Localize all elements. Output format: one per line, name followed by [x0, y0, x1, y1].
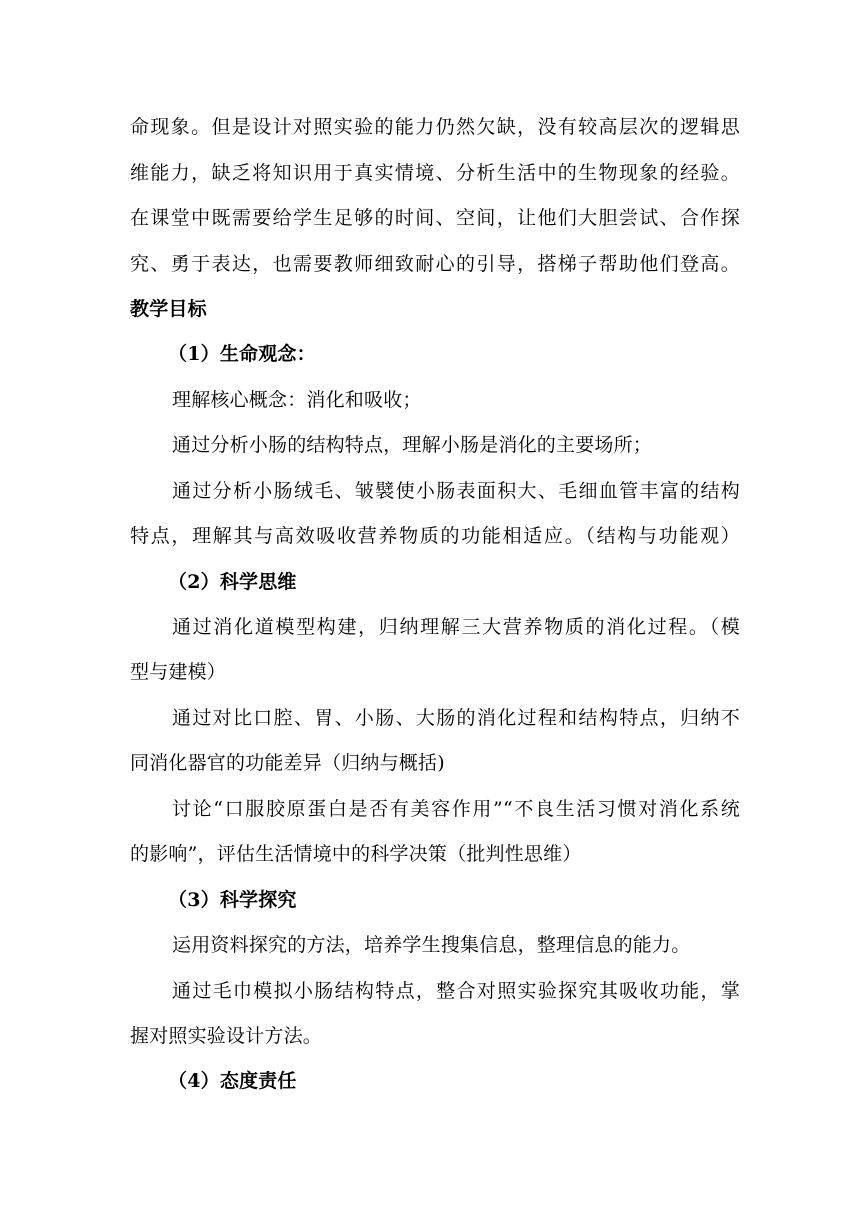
- paragraph-line: 的影响”，评估生活情境中的科学决策（批判性思维）: [130, 843, 582, 865]
- subsection-heading: （3）科学探究: [168, 889, 297, 911]
- paragraph-line: 通过对比口腔、胃、小肠、大肠的消化过程和结构特点，归纳不: [172, 707, 740, 729]
- paragraph-line: 特点，理解其与高效吸收营养物质的功能相适应。（结构与功能观）: [130, 525, 740, 547]
- paragraph-line: 通过分析小肠的结构特点，理解小肠是消化的主要场所；: [172, 434, 653, 456]
- paragraph-line: 通过毛巾模拟小肠结构特点，整合对照实验探究其吸收功能，掌: [172, 980, 740, 1002]
- paragraph-line: 运用资料探究的方法，培养学生搜集信息，整理信息的能力。: [172, 934, 691, 956]
- paragraph-line: 命现象。但是设计对照实验的能力仍然欠缺，没有较高层次的逻辑思: [130, 116, 740, 138]
- paragraph-line: 究、勇于表达，也需要教师细致耐心的引导，搭梯子帮助他们登高。: [130, 253, 740, 275]
- paragraph-line: 型与建模）: [130, 661, 227, 683]
- paragraph-line: 同消化器官的功能差异（归纳与概括): [130, 752, 445, 774]
- paragraph-line: 通过消化道模型构建，归纳理解三大营养物质的消化过程。（模: [172, 616, 740, 638]
- section-heading: 教学目标: [130, 298, 207, 320]
- paragraph-line: 握对照实验设计方法。: [130, 1025, 323, 1047]
- paragraph-line: 通过分析小肠绒毛、皱襞使小肠表面积大、毛细血管丰富的结构: [172, 480, 740, 502]
- paragraph-line: 维能力，缺乏将知识用于真实情境、分析生活中的生物现象的经验。: [130, 162, 740, 184]
- paragraph-line: 讨论“口服胶原蛋白是否有美容作用”“不良生活习惯对消化系统: [172, 798, 740, 820]
- subsection-heading: （4）态度责任: [168, 1070, 297, 1092]
- paragraph-line: 在课堂中既需要给学生足够的时间、空间，让他们大胆尝试、合作探: [130, 207, 740, 229]
- paragraph-line: 理解核心概念：消化和吸收；: [172, 389, 422, 411]
- subsection-heading: （2）科学思维: [168, 571, 297, 593]
- subsection-heading: （1）生命观念：: [168, 343, 316, 365]
